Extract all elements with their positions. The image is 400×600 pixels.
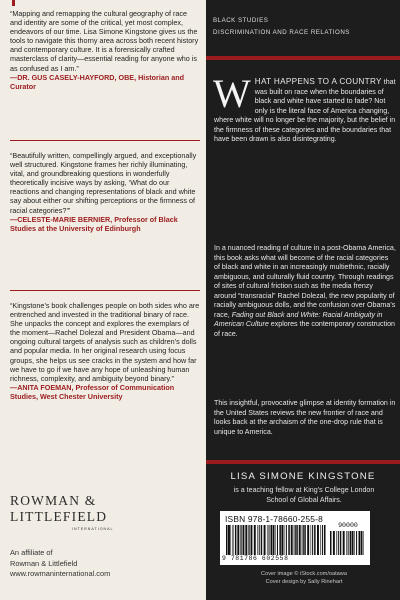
endorsement-3 bbox=[10, 301, 200, 401]
ean-number: 9 781786 602558 bbox=[222, 555, 289, 562]
cover-credits bbox=[214, 570, 394, 586]
author-name: LISA SIMONE KINGSTONE bbox=[230, 471, 376, 482]
endorsement-quote: “Kingstone’s book challenges people on both sides who are entrenched and invested in the traditional binary of race. She unpacks the concept and explores the exemplars of the moment—Rachel Dolezal and President Obama—and ongoing cultural targets of analysis such as children’s dolls and popular media. In her original research using focus groups, she helps us see cracks in the system and how far we have to go if we have any hope of unleashing human richness, complexity, and ambiguity beyond binary.” bbox=[10, 301, 200, 383]
paragraph-body bbox=[214, 244, 396, 339]
paragraph-text: This insightful, provocative glimpse at identity formation in the United States reviews the new frontier of race and looks back at the archaism of the one-drop rule that is unique to America. bbox=[214, 399, 396, 436]
publisher-imprint: INTERNATIONAL bbox=[72, 527, 114, 531]
author-bio: is a teaching fellow at King’s College London School of Global Affairs. bbox=[233, 486, 375, 504]
barcode bbox=[220, 511, 370, 565]
description-paragraph-3 bbox=[214, 399, 396, 437]
publisher-logo bbox=[10, 494, 200, 531]
publisher-name-line2: LITTLEFIELD bbox=[10, 509, 108, 524]
publisher-affiliate bbox=[10, 548, 200, 580]
paragraph-text: explores the contemporary construction of race. bbox=[214, 320, 395, 338]
description-paragraph-1 bbox=[213, 71, 396, 145]
book-title: Fading out Black and White: Racial Ambiguity in American Culture bbox=[214, 310, 383, 328]
divider bbox=[10, 290, 200, 291]
subject-category: BLACK STUDIES bbox=[213, 17, 269, 24]
lead-in: HAT HAPPENS TO A COUNTRY bbox=[254, 77, 382, 86]
image-credit: Cover image © iStock.com/oatawa bbox=[261, 571, 347, 577]
description-panel bbox=[206, 0, 400, 600]
endorsement-attribution: —ANITA FOEMAN, Professor of Communication Studies, West Chester University bbox=[10, 382, 175, 401]
subject-category: DISCRIMINATION AND RACE RELATIONS bbox=[213, 29, 350, 37]
price-code: 90000 bbox=[338, 522, 358, 529]
barcode-bars bbox=[226, 525, 326, 555]
paragraph-text: In a nuanced reading of culture in a post-Obama America, this book asks what will become of the racial categories of black and white in an increasingly multiethnic, racially ambiguous, and culturally fluid country. Through readings of sites of cultural friction such as the media frenzy around “transracial” Rachel Dolezal, the new popularity of racially ambiguous dolls, and the confusion over Obama’s race, bbox=[214, 244, 396, 319]
description-paragraph-2 bbox=[214, 244, 396, 339]
drop-cap: W bbox=[213, 71, 251, 116]
affiliate-name: Rowman & Littlefield bbox=[10, 558, 78, 568]
endorsement-quote: “Beautifully written, compellingly argued, and exceptionally well structured. Kingstone frames her richly illuminating, vital, and groundbreaking questions in wonderfully theoretically incisive ways by asking, ‘What do our reactions and changing representations of black and white say about either our shifting perceptions or the firmness of racial categories?’” bbox=[10, 151, 197, 215]
endorsement-1 bbox=[10, 9, 200, 91]
endorsement-attribution: —CELESTE-MARIE BERNIER, Professor of Black Studies at the University of Edinburgh bbox=[10, 214, 178, 233]
endorsement-quote: “Mapping and remapping the cultural geography of race and identity are some of the critical, yet most complex, endeavors of our time. Lisa Simone Kingstone gives us the tools to navigate this thorny area across both recent history and contemporary culture. It is a forensically crafted masterclass of clarity—essential reading for anyone who is as confused as I am.” bbox=[10, 9, 199, 73]
accent-bar bbox=[206, 56, 400, 60]
publisher-website: www.rowmaninternational.com bbox=[10, 569, 111, 579]
publisher-name-line1: ROWMAN & bbox=[10, 493, 97, 508]
endorsement-attribution: —DR. GUS CASELY-HAYFORD, OBE, Historian and Curator bbox=[10, 72, 184, 91]
barcode-addon-bars bbox=[330, 531, 364, 555]
subject-categories bbox=[213, 15, 393, 40]
accent-bar bbox=[206, 460, 400, 464]
isbn-number: ISBN 978-1-78660-255-8 bbox=[225, 514, 323, 524]
divider bbox=[10, 140, 200, 141]
paragraph-text: that was built on race when the boundaries of black and white have started to fade? Not only is the literal face of America changing, where white will no longer be the majority, but the belief in the firmness of these categories and the boundaries that have been drawn is also disintegrating. bbox=[214, 78, 396, 143]
endorsement-2 bbox=[10, 151, 200, 233]
accent-mark bbox=[12, 0, 15, 6]
affiliate-label: An affiliate of bbox=[10, 548, 53, 557]
design-credit: Cover design by Sally Rinehart bbox=[265, 579, 343, 585]
